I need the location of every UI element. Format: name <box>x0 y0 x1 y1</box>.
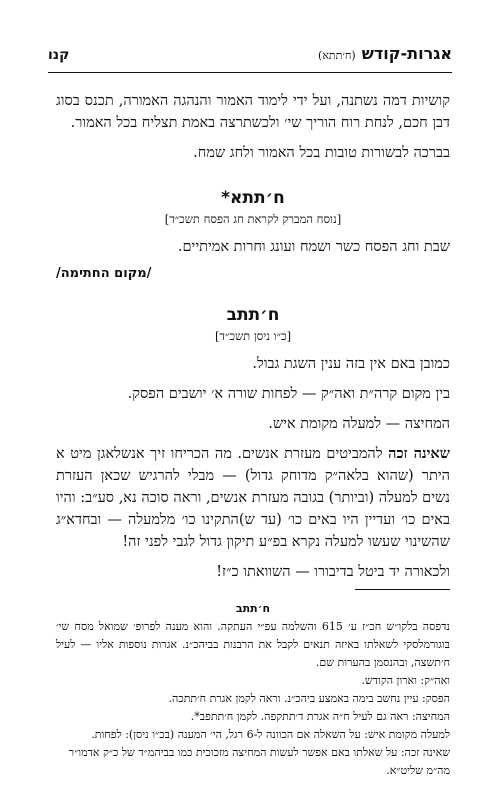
paragraph <box>56 443 450 553</box>
paragraph: המחיצה — למעלה מקומת איש. <box>268 416 450 432</box>
running-title <box>318 44 452 63</box>
book-title: אגרות-קודש <box>361 44 452 63</box>
footnote-item: הפסק: עיין נחשב בימה באמצע ביהכ״נ. וראה לקמן אגרת ח׳תתכה. <box>168 692 450 705</box>
letter-range: (ח׳תתא) <box>318 49 356 62</box>
paragraph-text: להמביטים מעזרת אנשים. מה הכריחו זיך אנשלאגן מיט א היתר (שהוא בלאה״ק מדוחק גדול) — מבלי להרגיש שכאן העזרת נשים למעלה (וביותר) בגובה מעזרת אנשים, וראה סוכה נא, סע״ב: והיו באים כו׳ ועדיין היו באים כו׳ (עד ש)התקינו כו׳ מלמעלה — ובחדא״ג שהשינוי שעשו למעלה נקרא בפ״ע תיקון גדול לגבי לפני זה! <box>56 446 450 550</box>
footnote-item: המחיצה: ראה גם לעיל ח״ה אגרת ד׳תתקפה. לקמן ח׳תתפב*. <box>190 710 450 723</box>
bold-phrase: שאינה זכה <box>388 445 451 462</box>
footnote-item: למעלה מקומת איש: על השאלה אם הכוונה ל-6 רגל, הי׳ המענה (בכ״ו ניסן): לפחות. <box>91 728 450 741</box>
letter-heading: ח׳תתא* <box>221 188 285 208</box>
paragraph: בין מקום קרה״ת ואה״ק — לפחות שורה א׳ יושבים הפסק. <box>127 386 450 402</box>
footnote-divider <box>355 589 450 590</box>
page-header <box>48 44 452 66</box>
footnote-title: ח׳תתב <box>235 602 271 615</box>
letter-date-note: [נוסח המברק לקראת חג הפסח תשכ״ד] <box>164 212 342 226</box>
paragraph: ולכאורה יד ביטל בדיבורו — השוואתו כ״ז! <box>216 564 450 580</box>
paragraph: שבת וחג הפסח כשר ושמח ועונג וחרות אמיתיים. <box>177 239 450 255</box>
letter-heading: ח׳תתב <box>226 305 280 325</box>
paragraph: כמובן באם אין בזה ענין השגת גבול. <box>252 356 450 372</box>
footnote-intro: נדפסה בלקו״ש חכ״ז ע׳ 615 והשלמה עפ״י העתקה. והוא מענה לפרופ׳ שמואל מסח שי׳ בוגורמלסקי לשאלתו באיזה תנאים לקבל את הרבנות בביהכ״נ. אגרות נוספות אליו — לעיל ח׳תשצה, ובהנסמן בהערות שם. <box>56 620 450 669</box>
paragraph: בברכה לבשורות טובות בכל האמור ולחג שמח. <box>193 145 450 161</box>
page-number: קנו <box>48 47 70 63</box>
footnote-item: שאינה זכה: על שאלתו באם אפשר לעשות המחיצה מזכוכית כמו בביהמ״ד של כ״ק אדמו״ר מה״מ שליט״א. <box>68 746 450 777</box>
paragraph: קושיות דמה נשתנה, ועל ידי לימוד האמור והנהגה האמורה, תכנס בסוג דבן חכם, לנחת רוח הוריך שי׳ ולכשתרצה באמת תצליח בכל האמור. <box>56 93 450 131</box>
header-divider <box>48 72 452 73</box>
letter-date-note: [כ״ו ניסן תשכ״ד] <box>214 329 292 343</box>
footnote-item: ואה״ק: וארון הקודש. <box>361 674 450 687</box>
signature-placeholder: /מקום החתימה/ <box>56 266 152 281</box>
page-content <box>56 90 450 780</box>
